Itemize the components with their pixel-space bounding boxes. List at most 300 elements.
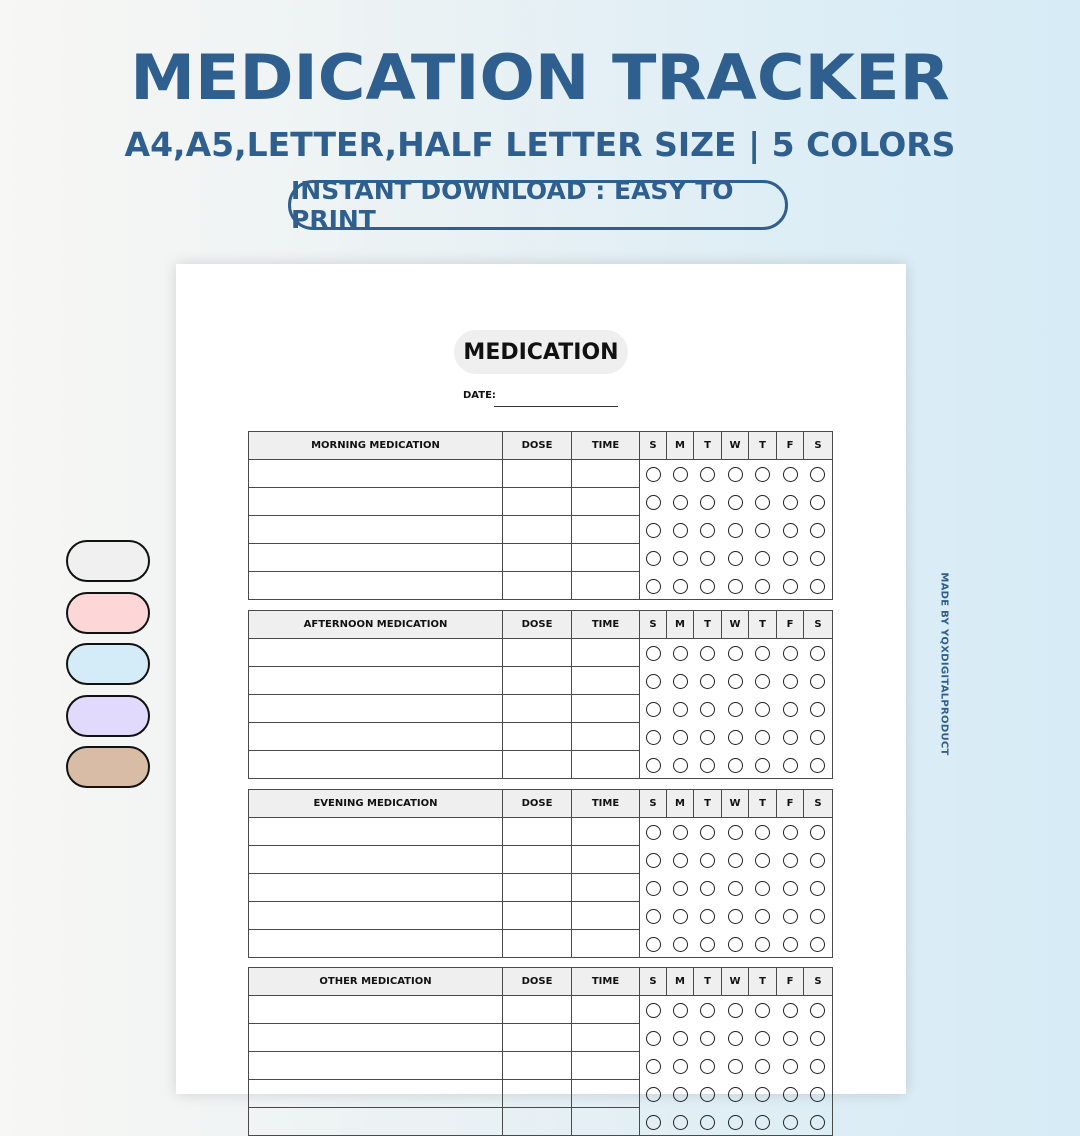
checkbox-circle-icon[interactable] bbox=[673, 853, 688, 868]
section-header: MORNING MEDICATION bbox=[249, 432, 503, 460]
dose-cell[interactable] bbox=[503, 572, 572, 600]
day-checkbox-cell bbox=[804, 930, 833, 958]
medication-name-cell[interactable] bbox=[249, 1108, 503, 1136]
checkbox-circle-icon[interactable] bbox=[810, 495, 825, 510]
checkbox-circle-icon[interactable] bbox=[646, 853, 661, 868]
dose-cell[interactable] bbox=[503, 544, 572, 572]
checkbox-circle-icon[interactable] bbox=[810, 646, 825, 661]
day-header: S bbox=[640, 968, 667, 996]
dose-cell[interactable] bbox=[503, 874, 572, 902]
day-header: T bbox=[694, 790, 722, 818]
checkbox-circle-icon[interactable] bbox=[810, 1031, 825, 1046]
checkbox-circle-icon[interactable] bbox=[728, 730, 743, 745]
checkbox-circle-icon[interactable] bbox=[646, 646, 661, 661]
checkbox-circle-icon[interactable] bbox=[673, 1087, 688, 1102]
medication-row bbox=[249, 1108, 833, 1136]
day-checkbox-cell bbox=[667, 460, 694, 488]
dose-cell[interactable] bbox=[503, 902, 572, 930]
day-checkbox-cell bbox=[640, 544, 667, 572]
checkbox-circle-icon[interactable] bbox=[783, 937, 798, 952]
medication-name-cell[interactable] bbox=[249, 1024, 503, 1052]
dose-cell[interactable] bbox=[503, 751, 572, 779]
day-checkbox-cell bbox=[804, 460, 833, 488]
checkbox-circle-icon[interactable] bbox=[755, 551, 770, 566]
day-checkbox-cell bbox=[667, 818, 694, 846]
checkbox-circle-icon[interactable] bbox=[810, 1003, 825, 1018]
checkbox-circle-icon[interactable] bbox=[728, 1031, 743, 1046]
time-cell[interactable] bbox=[572, 1024, 640, 1052]
checkbox-circle-icon[interactable] bbox=[673, 1003, 688, 1018]
medication-row bbox=[249, 639, 833, 667]
checkbox-circle-icon[interactable] bbox=[673, 467, 688, 482]
checkbox-circle-icon[interactable] bbox=[700, 467, 715, 482]
checkbox-circle-icon[interactable] bbox=[728, 758, 743, 773]
checkbox-circle-icon[interactable] bbox=[728, 1115, 743, 1130]
day-checkbox-cell bbox=[694, 930, 722, 958]
checkbox-circle-icon[interactable] bbox=[755, 758, 770, 773]
checkbox-circle-icon[interactable] bbox=[646, 523, 661, 538]
dose-cell[interactable] bbox=[503, 930, 572, 958]
color-swatch-blue[interactable] bbox=[66, 643, 150, 685]
time-cell[interactable] bbox=[572, 488, 640, 516]
checkbox-circle-icon[interactable] bbox=[755, 1059, 770, 1074]
color-swatch-tan[interactable] bbox=[66, 746, 150, 788]
checkbox-circle-icon[interactable] bbox=[783, 730, 798, 745]
checkbox-circle-icon[interactable] bbox=[646, 1003, 661, 1018]
medication-row bbox=[249, 902, 833, 930]
day-checkbox-cell bbox=[694, 1052, 722, 1080]
day-checkbox-cell bbox=[694, 667, 722, 695]
time-cell[interactable] bbox=[572, 902, 640, 930]
checkbox-circle-icon[interactable] bbox=[673, 674, 688, 689]
dose-cell[interactable] bbox=[503, 639, 572, 667]
day-checkbox-cell bbox=[804, 1108, 833, 1136]
checkbox-circle-icon[interactable] bbox=[755, 467, 770, 482]
checkbox-circle-icon[interactable] bbox=[728, 909, 743, 924]
day-checkbox-cell bbox=[640, 846, 667, 874]
checkbox-circle-icon[interactable] bbox=[728, 702, 743, 717]
checkbox-circle-icon[interactable] bbox=[646, 937, 661, 952]
dose-cell[interactable] bbox=[503, 846, 572, 874]
day-checkbox-cell bbox=[749, 1024, 777, 1052]
checkbox-circle-icon[interactable] bbox=[783, 758, 798, 773]
checkbox-circle-icon[interactable] bbox=[646, 730, 661, 745]
day-checkbox-cell bbox=[749, 639, 777, 667]
checkbox-circle-icon[interactable] bbox=[783, 909, 798, 924]
day-checkbox-cell bbox=[694, 996, 722, 1024]
checkbox-circle-icon[interactable] bbox=[646, 881, 661, 896]
day-checkbox-cell bbox=[722, 516, 749, 544]
checkbox-circle-icon[interactable] bbox=[646, 579, 661, 594]
checkbox-circle-icon[interactable] bbox=[646, 825, 661, 840]
time-header: TIME bbox=[572, 968, 640, 996]
checkbox-circle-icon[interactable] bbox=[810, 579, 825, 594]
checkbox-circle-icon[interactable] bbox=[673, 1031, 688, 1046]
time-cell[interactable] bbox=[572, 639, 640, 667]
day-checkbox-cell bbox=[749, 1080, 777, 1108]
time-cell[interactable] bbox=[572, 1052, 640, 1080]
day-checkbox-cell bbox=[640, 1024, 667, 1052]
checkbox-circle-icon[interactable] bbox=[755, 909, 770, 924]
date-line bbox=[494, 406, 618, 407]
medication-name-cell[interactable] bbox=[249, 902, 503, 930]
dose-cell[interactable] bbox=[503, 1080, 572, 1108]
checkbox-circle-icon[interactable] bbox=[673, 825, 688, 840]
time-cell[interactable] bbox=[572, 695, 640, 723]
medication-row bbox=[249, 930, 833, 958]
day-checkbox-cell bbox=[640, 667, 667, 695]
checkbox-circle-icon[interactable] bbox=[646, 758, 661, 773]
checkbox-circle-icon[interactable] bbox=[783, 467, 798, 482]
day-checkbox-cell bbox=[667, 1052, 694, 1080]
checkbox-circle-icon[interactable] bbox=[646, 467, 661, 482]
medication-name-cell[interactable] bbox=[249, 874, 503, 902]
checkbox-circle-icon[interactable] bbox=[646, 551, 661, 566]
checkbox-circle-icon[interactable] bbox=[646, 674, 661, 689]
time-cell[interactable] bbox=[572, 874, 640, 902]
day-checkbox-cell bbox=[722, 751, 749, 779]
checkbox-circle-icon[interactable] bbox=[783, 1031, 798, 1046]
checkbox-circle-icon[interactable] bbox=[646, 702, 661, 717]
checkbox-circle-icon[interactable] bbox=[700, 1003, 715, 1018]
checkbox-circle-icon[interactable] bbox=[700, 551, 715, 566]
checkbox-circle-icon[interactable] bbox=[646, 1115, 661, 1130]
day-header: T bbox=[694, 432, 722, 460]
checkbox-circle-icon[interactable] bbox=[755, 1115, 770, 1130]
medication-name-cell[interactable] bbox=[249, 1052, 503, 1080]
medication-name-cell[interactable] bbox=[249, 572, 503, 600]
checkbox-circle-icon[interactable] bbox=[673, 702, 688, 717]
checkbox-circle-icon[interactable] bbox=[728, 825, 743, 840]
checkbox-circle-icon[interactable] bbox=[755, 579, 770, 594]
dose-cell[interactable] bbox=[503, 488, 572, 516]
day-checkbox-cell bbox=[722, 818, 749, 846]
dose-header: DOSE bbox=[503, 968, 572, 996]
checkbox-circle-icon[interactable] bbox=[700, 523, 715, 538]
checkbox-circle-icon[interactable] bbox=[728, 579, 743, 594]
day-checkbox-cell bbox=[804, 751, 833, 779]
medication-name-cell[interactable] bbox=[249, 818, 503, 846]
time-cell[interactable] bbox=[572, 544, 640, 572]
checkbox-circle-icon[interactable] bbox=[810, 825, 825, 840]
checkbox-circle-icon[interactable] bbox=[755, 881, 770, 896]
checkbox-circle-icon[interactable] bbox=[783, 551, 798, 566]
dose-cell[interactable] bbox=[503, 1024, 572, 1052]
dose-cell[interactable] bbox=[503, 516, 572, 544]
color-swatch-lavender[interactable] bbox=[66, 695, 150, 737]
medication-name-cell[interactable] bbox=[249, 723, 503, 751]
checkbox-circle-icon[interactable] bbox=[783, 1087, 798, 1102]
checkbox-circle-icon[interactable] bbox=[700, 674, 715, 689]
day-checkbox-cell bbox=[804, 902, 833, 930]
day-checkbox-cell bbox=[722, 667, 749, 695]
day-checkbox-cell bbox=[694, 1108, 722, 1136]
day-checkbox-cell bbox=[640, 695, 667, 723]
checkbox-circle-icon[interactable] bbox=[810, 1059, 825, 1074]
day-checkbox-cell bbox=[667, 874, 694, 902]
checkbox-circle-icon[interactable] bbox=[700, 579, 715, 594]
day-checkbox-cell bbox=[694, 751, 722, 779]
checkbox-circle-icon[interactable] bbox=[646, 909, 661, 924]
tracker-sheet bbox=[176, 264, 906, 1094]
day-checkbox-cell bbox=[777, 639, 804, 667]
day-checkbox-cell bbox=[667, 1024, 694, 1052]
checkbox-circle-icon[interactable] bbox=[673, 730, 688, 745]
checkbox-circle-icon[interactable] bbox=[673, 758, 688, 773]
time-cell[interactable] bbox=[572, 516, 640, 544]
checkbox-circle-icon[interactable] bbox=[728, 1059, 743, 1074]
checkbox-circle-icon[interactable] bbox=[783, 881, 798, 896]
checkbox-circle-icon[interactable] bbox=[673, 523, 688, 538]
checkbox-circle-icon[interactable] bbox=[728, 467, 743, 482]
day-checkbox-cell bbox=[804, 667, 833, 695]
checkbox-circle-icon[interactable] bbox=[673, 1115, 688, 1130]
day-checkbox-cell bbox=[777, 516, 804, 544]
day-checkbox-cell bbox=[694, 874, 722, 902]
checkbox-circle-icon[interactable] bbox=[810, 467, 825, 482]
day-checkbox-cell bbox=[777, 1052, 804, 1080]
checkbox-circle-icon[interactable] bbox=[700, 730, 715, 745]
checkbox-circle-icon[interactable] bbox=[783, 495, 798, 510]
time-cell[interactable] bbox=[572, 818, 640, 846]
main-title: MEDICATION TRACKER bbox=[130, 41, 950, 114]
day-checkbox-cell bbox=[640, 996, 667, 1024]
checkbox-circle-icon[interactable] bbox=[810, 937, 825, 952]
dose-cell[interactable] bbox=[503, 818, 572, 846]
day-checkbox-cell bbox=[749, 930, 777, 958]
day-checkbox-cell bbox=[749, 667, 777, 695]
medication-table-afternoon-medication bbox=[248, 610, 833, 779]
checkbox-circle-icon[interactable] bbox=[700, 1087, 715, 1102]
checkbox-circle-icon[interactable] bbox=[728, 646, 743, 661]
day-checkbox-cell bbox=[749, 488, 777, 516]
medication-row bbox=[249, 751, 833, 779]
time-cell[interactable] bbox=[572, 1080, 640, 1108]
checkbox-circle-icon[interactable] bbox=[646, 495, 661, 510]
time-cell[interactable] bbox=[572, 751, 640, 779]
time-cell[interactable] bbox=[572, 667, 640, 695]
checkbox-circle-icon[interactable] bbox=[755, 495, 770, 510]
checkbox-circle-icon[interactable] bbox=[755, 853, 770, 868]
day-checkbox-cell bbox=[667, 930, 694, 958]
medication-table-other-medication bbox=[248, 967, 833, 1136]
time-header: TIME bbox=[572, 790, 640, 818]
checkbox-circle-icon[interactable] bbox=[700, 881, 715, 896]
day-checkbox-cell bbox=[722, 1052, 749, 1080]
dose-cell[interactable] bbox=[503, 460, 572, 488]
checkbox-circle-icon[interactable] bbox=[783, 1115, 798, 1130]
checkbox-circle-icon[interactable] bbox=[755, 674, 770, 689]
time-cell[interactable] bbox=[572, 723, 640, 751]
day-checkbox-cell bbox=[722, 572, 749, 600]
medication-name-cell[interactable] bbox=[249, 516, 503, 544]
day-header: F bbox=[777, 432, 804, 460]
checkbox-circle-icon[interactable] bbox=[673, 495, 688, 510]
checkbox-circle-icon[interactable] bbox=[810, 909, 825, 924]
checkbox-circle-icon[interactable] bbox=[755, 1003, 770, 1018]
checkbox-circle-icon[interactable] bbox=[728, 523, 743, 538]
dose-cell[interactable] bbox=[503, 723, 572, 751]
checkbox-circle-icon[interactable] bbox=[728, 937, 743, 952]
checkbox-circle-icon[interactable] bbox=[810, 758, 825, 773]
day-checkbox-cell bbox=[804, 874, 833, 902]
checkbox-circle-icon[interactable] bbox=[810, 730, 825, 745]
dose-cell[interactable] bbox=[503, 1052, 572, 1080]
day-checkbox-cell bbox=[722, 488, 749, 516]
time-cell[interactable] bbox=[572, 996, 640, 1024]
dose-cell[interactable] bbox=[503, 667, 572, 695]
medication-name-cell[interactable] bbox=[249, 639, 503, 667]
medication-row bbox=[249, 874, 833, 902]
day-checkbox-cell bbox=[694, 846, 722, 874]
medication-name-cell[interactable] bbox=[249, 846, 503, 874]
checkbox-circle-icon[interactable] bbox=[700, 758, 715, 773]
checkbox-circle-icon[interactable] bbox=[728, 881, 743, 896]
checkbox-circle-icon[interactable] bbox=[783, 1003, 798, 1018]
medication-row bbox=[249, 695, 833, 723]
checkbox-circle-icon[interactable] bbox=[700, 702, 715, 717]
day-checkbox-cell bbox=[777, 695, 804, 723]
dose-header: DOSE bbox=[503, 790, 572, 818]
day-checkbox-cell bbox=[804, 695, 833, 723]
day-checkbox-cell bbox=[640, 874, 667, 902]
checkbox-circle-icon[interactable] bbox=[810, 1115, 825, 1130]
color-swatch-gray[interactable] bbox=[66, 540, 150, 582]
checkbox-circle-icon[interactable] bbox=[700, 937, 715, 952]
checkbox-circle-icon[interactable] bbox=[700, 495, 715, 510]
checkbox-circle-icon[interactable] bbox=[783, 674, 798, 689]
subtitle: A4,A5,LETTER,HALF LETTER SIZE | 5 COLORS bbox=[124, 125, 956, 164]
day-header: F bbox=[777, 968, 804, 996]
day-checkbox-cell bbox=[694, 1024, 722, 1052]
day-checkbox-cell bbox=[667, 516, 694, 544]
medication-name-cell[interactable] bbox=[249, 460, 503, 488]
medication-name-cell[interactable] bbox=[249, 544, 503, 572]
color-swatch-pink[interactable] bbox=[66, 592, 150, 634]
dose-cell[interactable] bbox=[503, 996, 572, 1024]
medication-row bbox=[249, 1080, 833, 1108]
checkbox-circle-icon[interactable] bbox=[673, 909, 688, 924]
checkbox-circle-icon[interactable] bbox=[783, 853, 798, 868]
day-header: T bbox=[694, 968, 722, 996]
checkbox-circle-icon[interactable] bbox=[700, 1115, 715, 1130]
medication-name-cell[interactable] bbox=[249, 751, 503, 779]
day-checkbox-cell bbox=[722, 996, 749, 1024]
checkbox-circle-icon[interactable] bbox=[810, 853, 825, 868]
day-header: S bbox=[640, 432, 667, 460]
medication-row bbox=[249, 488, 833, 516]
medication-name-cell[interactable] bbox=[249, 930, 503, 958]
time-cell[interactable] bbox=[572, 1108, 640, 1136]
day-checkbox-cell bbox=[777, 460, 804, 488]
dose-cell[interactable] bbox=[503, 1108, 572, 1136]
medication-name-cell[interactable] bbox=[249, 488, 503, 516]
checkbox-circle-icon[interactable] bbox=[728, 551, 743, 566]
checkbox-circle-icon[interactable] bbox=[783, 523, 798, 538]
checkbox-circle-icon[interactable] bbox=[783, 579, 798, 594]
time-header: TIME bbox=[572, 432, 640, 460]
checkbox-circle-icon[interactable] bbox=[728, 495, 743, 510]
checkbox-circle-icon[interactable] bbox=[755, 937, 770, 952]
day-checkbox-cell bbox=[694, 639, 722, 667]
medication-name-cell[interactable] bbox=[249, 996, 503, 1024]
day-header: W bbox=[722, 790, 749, 818]
time-cell[interactable] bbox=[572, 572, 640, 600]
checkbox-circle-icon[interactable] bbox=[755, 523, 770, 538]
day-checkbox-cell bbox=[694, 572, 722, 600]
day-checkbox-cell bbox=[777, 818, 804, 846]
checkbox-circle-icon[interactable] bbox=[673, 579, 688, 594]
checkbox-circle-icon[interactable] bbox=[728, 853, 743, 868]
checkbox-circle-icon[interactable] bbox=[755, 825, 770, 840]
day-checkbox-cell bbox=[777, 1024, 804, 1052]
checkbox-circle-icon[interactable] bbox=[810, 551, 825, 566]
checkbox-circle-icon[interactable] bbox=[673, 1059, 688, 1074]
checkbox-circle-icon[interactable] bbox=[755, 702, 770, 717]
day-header: S bbox=[640, 790, 667, 818]
day-checkbox-cell bbox=[749, 572, 777, 600]
time-cell[interactable] bbox=[572, 460, 640, 488]
checkbox-circle-icon[interactable] bbox=[810, 1087, 825, 1102]
checkbox-circle-icon[interactable] bbox=[646, 1031, 661, 1046]
checkbox-circle-icon[interactable] bbox=[783, 825, 798, 840]
checkbox-circle-icon[interactable] bbox=[673, 937, 688, 952]
day-checkbox-cell bbox=[667, 667, 694, 695]
checkbox-circle-icon[interactable] bbox=[700, 646, 715, 661]
checkbox-circle-icon[interactable] bbox=[728, 1087, 743, 1102]
checkbox-circle-icon[interactable] bbox=[646, 1059, 661, 1074]
checkbox-circle-icon[interactable] bbox=[755, 730, 770, 745]
dose-cell[interactable] bbox=[503, 695, 572, 723]
checkbox-circle-icon[interactable] bbox=[783, 702, 798, 717]
day-checkbox-cell bbox=[777, 874, 804, 902]
checkbox-circle-icon[interactable] bbox=[728, 674, 743, 689]
checkbox-circle-icon[interactable] bbox=[700, 853, 715, 868]
checkbox-circle-icon[interactable] bbox=[673, 881, 688, 896]
medication-name-cell[interactable] bbox=[249, 695, 503, 723]
medication-name-cell[interactable] bbox=[249, 1080, 503, 1108]
checkbox-circle-icon[interactable] bbox=[783, 1059, 798, 1074]
checkbox-circle-icon[interactable] bbox=[810, 702, 825, 717]
checkbox-circle-icon[interactable] bbox=[810, 523, 825, 538]
time-cell[interactable] bbox=[572, 930, 640, 958]
checkbox-circle-icon[interactable] bbox=[755, 646, 770, 661]
checkbox-circle-icon[interactable] bbox=[700, 825, 715, 840]
checkbox-circle-icon[interactable] bbox=[810, 674, 825, 689]
section-header: EVENING MEDICATION bbox=[249, 790, 503, 818]
checkbox-circle-icon[interactable] bbox=[700, 1059, 715, 1074]
medication-row bbox=[249, 996, 833, 1024]
checkbox-circle-icon[interactable] bbox=[700, 909, 715, 924]
checkbox-circle-icon[interactable] bbox=[755, 1087, 770, 1102]
day-checkbox-cell bbox=[667, 751, 694, 779]
checkbox-circle-icon[interactable] bbox=[673, 646, 688, 661]
day-checkbox-cell bbox=[667, 996, 694, 1024]
checkbox-circle-icon[interactable] bbox=[810, 881, 825, 896]
checkbox-circle-icon[interactable] bbox=[728, 1003, 743, 1018]
time-cell[interactable] bbox=[572, 846, 640, 874]
checkbox-circle-icon[interactable] bbox=[755, 1031, 770, 1046]
medication-row bbox=[249, 516, 833, 544]
medication-name-cell[interactable] bbox=[249, 667, 503, 695]
checkbox-circle-icon[interactable] bbox=[646, 1087, 661, 1102]
day-checkbox-cell bbox=[749, 996, 777, 1024]
checkbox-circle-icon[interactable] bbox=[783, 646, 798, 661]
checkbox-circle-icon[interactable] bbox=[700, 1031, 715, 1046]
checkbox-circle-icon[interactable] bbox=[673, 551, 688, 566]
day-checkbox-cell bbox=[749, 1052, 777, 1080]
medication-row bbox=[249, 544, 833, 572]
